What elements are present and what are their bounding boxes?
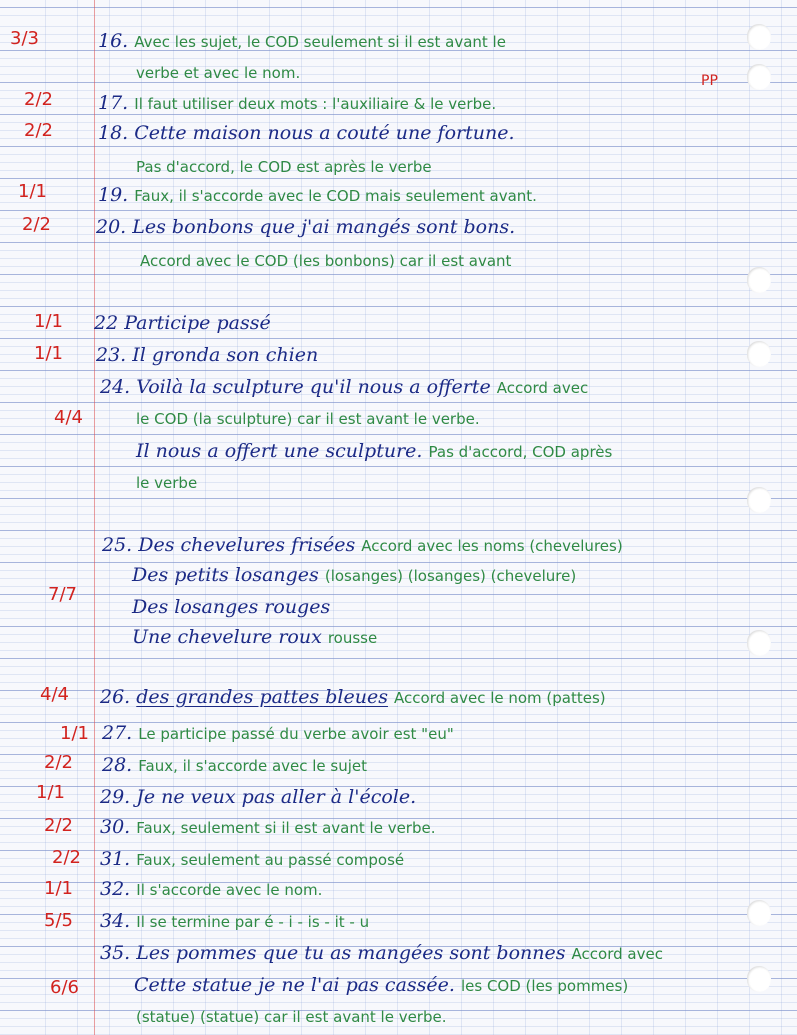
score-19: 1/1 xyxy=(18,181,47,202)
sentence: Cette maison nous a couté une fortune. xyxy=(134,122,515,144)
question-number: 30. xyxy=(100,816,131,838)
score-20: 2/2 xyxy=(22,214,51,235)
question-number: 24. xyxy=(100,376,131,398)
answer-text: Accord avec xyxy=(496,379,589,397)
answer-25-line-3: Des losanges rouges xyxy=(132,596,331,618)
answer-22 xyxy=(94,312,271,334)
answer-30 xyxy=(100,816,436,839)
score-22: 1/1 xyxy=(34,311,63,332)
score-25: 7/7 xyxy=(48,584,77,605)
answer-text: Faux, seulement si il est avant le verbe. xyxy=(136,819,436,837)
binder-hole xyxy=(747,900,771,926)
score-28: 2/2 xyxy=(44,752,73,773)
question-number: 16. xyxy=(98,30,129,52)
answer-29 xyxy=(100,786,416,808)
question-number: 17. xyxy=(98,92,129,114)
binder-hole xyxy=(747,487,771,513)
answer-24-line-1 xyxy=(100,376,588,399)
score-17: 2/2 xyxy=(24,89,53,110)
sentence: Il nous a offert une sculpture. xyxy=(136,440,423,462)
question-number: 25. xyxy=(102,534,133,556)
pp-annotation: PP xyxy=(701,73,718,89)
answer-20-line-1 xyxy=(96,216,515,238)
score-18: 2/2 xyxy=(24,120,53,141)
answer-27 xyxy=(102,722,454,745)
sentence: des grandes pattes bleues xyxy=(136,686,388,708)
answer-34 xyxy=(100,910,369,933)
sentence: Participe passé xyxy=(124,312,271,334)
answer-16-line-1 xyxy=(98,30,506,53)
answer-17 xyxy=(98,92,496,115)
answer-35-line-2 xyxy=(134,974,628,997)
sentence: Des petits losanges xyxy=(132,564,319,586)
question-number: 34. xyxy=(100,910,131,932)
question-number: 26. xyxy=(100,686,131,708)
answer-18-line-1 xyxy=(98,122,515,144)
binder-hole xyxy=(747,267,771,293)
answer-text: Accord avec les noms (chevelures) xyxy=(361,537,623,555)
binder-hole xyxy=(747,966,771,992)
sentence: Des chevelures frisées xyxy=(138,534,356,556)
score-30: 2/2 xyxy=(44,815,73,836)
question-number: 29. xyxy=(100,786,131,808)
answer-24-line-3 xyxy=(136,440,612,463)
answer-26 xyxy=(100,686,606,709)
sentence: Les bonbons que j'ai mangés sont bons. xyxy=(132,216,516,238)
sentence: Cette statue je ne l'ai pas cassée. xyxy=(134,974,455,996)
binder-hole xyxy=(747,24,771,50)
sentence: Les pommes que tu as mangées sont bonnes xyxy=(136,942,566,964)
answer-text: Il se termine par é - i - is - it - u xyxy=(136,913,370,931)
score-29: 1/1 xyxy=(36,782,65,803)
answer-text: les COD (les pommes) xyxy=(460,977,629,995)
answer-25-line-2 xyxy=(132,564,576,587)
binder-hole xyxy=(747,64,771,90)
answer-25-line-4 xyxy=(132,626,377,649)
answer-text: Faux, seulement au passé composé xyxy=(136,851,405,869)
margin-line xyxy=(94,0,95,1035)
answer-31 xyxy=(100,848,404,871)
answer-text: Il faut utiliser deux mots : l'auxiliaire & le verbe. xyxy=(134,95,497,113)
score-26: 4/4 xyxy=(40,684,69,705)
answer-text: Il s'accorde avec le nom. xyxy=(136,881,323,899)
question-number: 28. xyxy=(102,754,133,776)
question-number: 32. xyxy=(100,878,131,900)
answer-23 xyxy=(96,344,318,366)
answer-text: Faux, il s'accorde avec le sujet xyxy=(138,757,368,775)
question-number: 35. xyxy=(100,942,131,964)
answer-text: (losanges) (losanges) (chevelure) xyxy=(324,567,577,585)
score-34: 5/5 xyxy=(44,910,73,931)
answer-text: Le participe passé du verbe avoir est "eu" xyxy=(138,725,454,743)
question-number: 20. xyxy=(96,216,127,238)
sentence: Une chevelure roux xyxy=(132,626,322,648)
answer-text: Accord avec xyxy=(571,945,663,963)
answer-35-line-3: (statue) (statue) car il est avant le verbe. xyxy=(136,1008,447,1026)
sentence: Voilà la sculpture qu'il nous a offerte xyxy=(136,376,491,398)
answer-16-line-2: verbe et avec le nom. xyxy=(136,64,301,82)
answer-28 xyxy=(102,754,367,777)
answer-35-line-1 xyxy=(100,942,663,965)
score-31: 2/2 xyxy=(52,847,81,868)
score-35: 6/6 xyxy=(50,977,79,998)
score-27: 1/1 xyxy=(60,723,89,744)
binder-hole xyxy=(747,630,771,656)
answer-text: Faux, il s'accorde avec le COD mais seulement avant. xyxy=(134,187,537,205)
answer-text: Pas d'accord, COD après xyxy=(428,443,613,461)
answer-32 xyxy=(100,878,322,901)
answer-text: Accord avec le nom (pattes) xyxy=(394,689,606,707)
answer-20-line-2: Accord avec le COD (les bonbons) car il est avant xyxy=(140,252,512,270)
score-32: 1/1 xyxy=(44,878,73,899)
sentence: Il gronda son chien xyxy=(132,344,319,366)
answer-24-line-4: le verbe xyxy=(136,474,198,492)
score-23: 1/1 xyxy=(34,343,63,364)
question-number: 27. xyxy=(102,722,133,744)
answer-18-line-2: Pas d'accord, le COD est après le verbe xyxy=(136,158,432,176)
answer-24-line-2: le COD (la sculpture) car il est avant le verbe. xyxy=(136,410,480,428)
question-number: 23. xyxy=(96,344,127,366)
binder-hole xyxy=(747,341,771,367)
score-24: 4/4 xyxy=(54,407,83,428)
answer-19 xyxy=(98,184,537,207)
answer-text: rousse xyxy=(327,629,378,647)
question-number: 22 xyxy=(94,312,119,334)
answer-text: Avec les sujet, le COD seulement si il est avant le xyxy=(134,33,506,51)
answer-25-line-1 xyxy=(102,534,623,557)
question-number: 18. xyxy=(98,122,129,144)
sentence: Je ne veux pas aller à l'école. xyxy=(136,786,417,808)
question-number: 19. xyxy=(98,184,129,206)
question-number: 31. xyxy=(100,848,131,870)
score-16: 3/3 xyxy=(10,28,39,49)
